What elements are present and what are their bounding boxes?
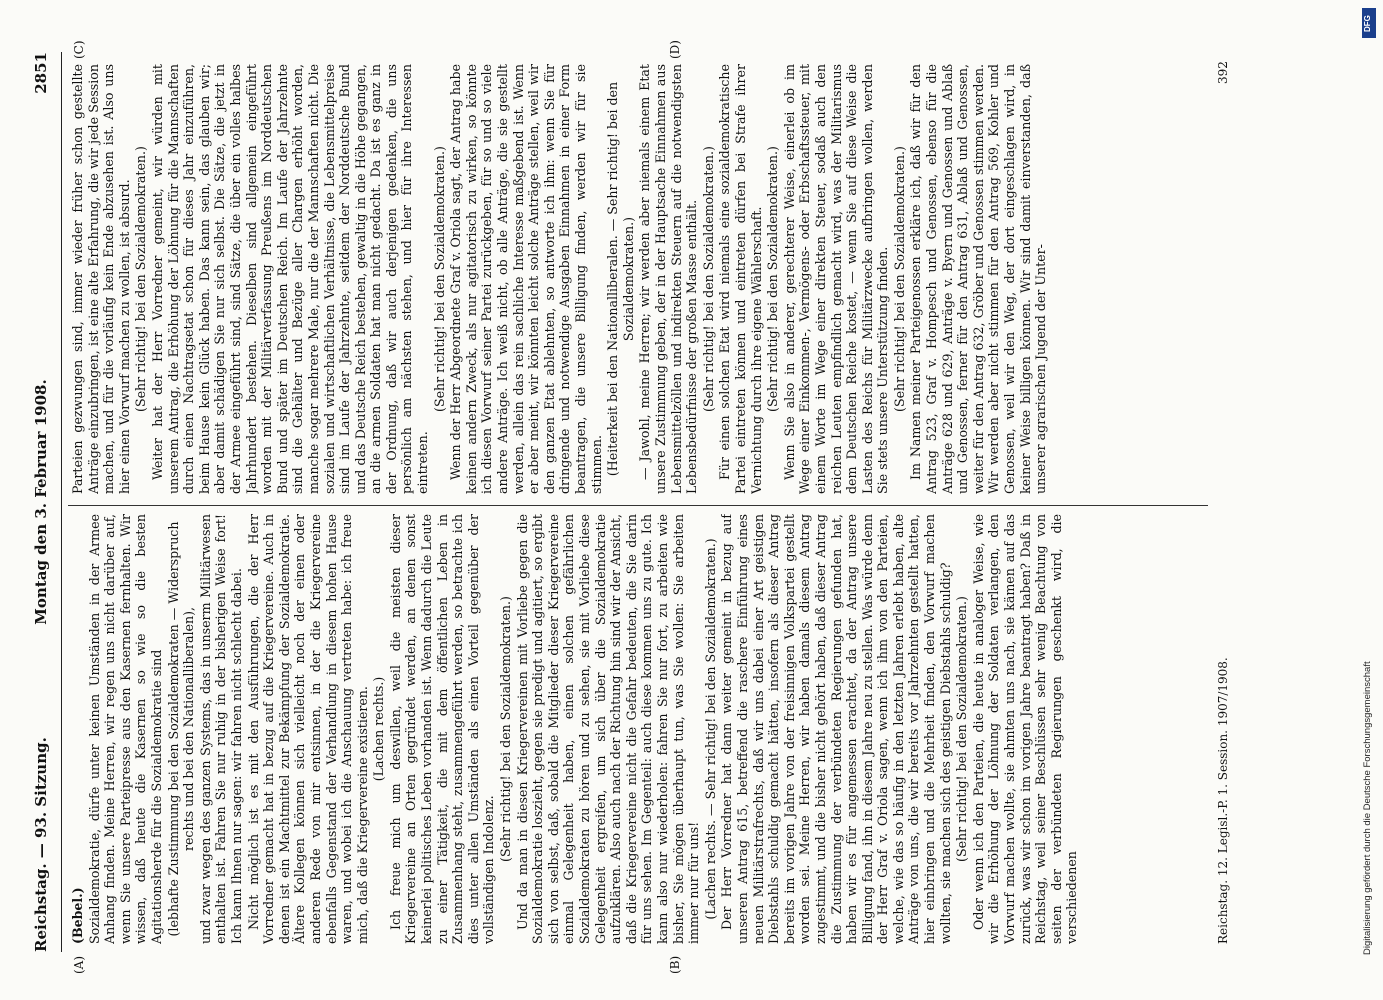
header-date: Montag den 3. Februar 1908. xyxy=(32,379,50,625)
interjection: (Lachen rechts.) xyxy=(371,676,387,782)
interjection: (Sehr richtig! bei den Sozialdemokraten.) xyxy=(891,146,907,412)
running-header xyxy=(32,52,62,952)
paragraph: — Jawohl, meine Herren; wir werden aber niemals einem Etat unsere Zustimmung geben, der in der Hauptsache Einnahmen aus Lebensmittelzöllen und indirekten Steuern auf die notwendigsten Lebensbedürfnisse der großen Masse enthält. xyxy=(637,64,700,494)
header-session: Reichstag. — 93. Sitzung. xyxy=(32,737,50,952)
interjection: (Heiterkeit bei den Nationalliberalen. — Sehr richtig! bei den Sozialdemokraten.) xyxy=(605,81,636,477)
footer-legislature: Reichstag. 12. Legisl.-P. 1. Session. 1907/1908. xyxy=(1216,657,1230,944)
right-column xyxy=(70,64,1210,494)
dfg-logo-text: DFG xyxy=(1363,15,1372,32)
interjection: (Sehr richtig! bei den Sozialdemokraten.) xyxy=(954,596,970,862)
paragraph: und zwar wegen des ganzen Systems, das in unserm Militärwesen enthalten ist. Fahren Sie nur ruhig in der bisherigen Weise fort! Ich kann Ihnen nur sagen: wir fahren nicht schlecht dabei. xyxy=(197,514,244,944)
margin-marker-a: (A) xyxy=(72,955,86,974)
speaker-name: (Bebel.) xyxy=(70,887,85,944)
paragraph: Ich freue mich um deswillen, weil die meisten dieser Kriegervereine an Orten gegründet werden, an denen sonst keinerlei politisches Leben vorhanden ist. Wenn dadurch die Leute zu einer Tätigkeit, die mit dem öffentlichen Leben in Zusammenhang steht, zusammengeführt werden, so betrachte ich dies unter allen Umständen als einen Vorteil gegenüber der vollständigen Indolenz. xyxy=(387,514,497,944)
paragraph: Nicht möglich ist es mit den Ausführungen, die der Herr Vorredner gemacht hat in bezug auf die Kriegervereine. Auch in denen ist ein Machtmittel zur Bekämpfung der Sozialdemokratie. Ältere Kollegen können sich vielleicht noch der einen oder anderen Rede von mir entsinnen, in der die Kriegervereine ebenfalls Gegenstand der Verhandlung in diesem hohen Hause waren, und wobei ich die Anschauung vertreten habe: ich freue mich, daß die Kriegervereine existieren. xyxy=(245,514,370,944)
margin-marker-b: (B) xyxy=(668,955,682,974)
paragraph: Parteien gezwungen sind, immer wieder früher schon gestellte Anträge einzubringen, ist eine alte Erfahrung, die wir jede Session machen, und für die vorläufig kein Ende abzusehen ist. Also uns hier einen Vorwurf machen zu wollen, ist absurd. xyxy=(70,64,132,494)
paragraph: Der Herr Vorredner hat dann weiter gemeint in bezug auf unseren Antrag 615, betreffend die raschere Einführung eines neuen Militärstrafrechts, daß wir uns dabei einer Art geistigen Diebstahls schuldig gemacht hätten, insofern als dieser Antrag bereits im vorigen Jahre von der freisinnigen Volkspartei gestellt worden sei. Meine Herren, wir haben damals diesem Antrag zugestimmt, und die bisher nicht gehört haben, daß dieser Antrag die Zustimmung der verbündeten Regierungen gefunden hat, haben wir es für angemessen erachtet, da der Antrag unsere Billigung fand, ihn in diesem Jahre neu zu stellen. Was würde denn der Herr Graf v. Oriola sagen, wenn ich ihm von den Parteien, welche, wie das so häufig in den letzten Jahren erlebt haben, alte Anträge von uns, die wir bereits vor Jahrzehnten gestellt hatten, hier einbringen und die Mehrheit finden, den Vorwurf machen wollten, sie machen sich des geistigen Diebstahls schuldig? xyxy=(719,514,953,944)
digitization-attribution: Digitalisierung gefördert durch die Deutsche Forschungsgemeinschaft xyxy=(1362,661,1373,955)
interjection: (lebhafte Zustimmung bei den Sozialdemokraten — Widerspruch rechts und bei den Nationalliberalen), xyxy=(165,521,197,937)
paragraph: Sozialdemokratie, dürfe unter keinen Umständen in der Armee Anhang finden. Meine Herren, wir regen uns nicht darüber auf, wenn Sie unsere Parteipresse aus den Kasernen fernhalten. Wir wissen, daß heute die Kasernen so wie so die besten Agitationsherde für die Sozialdemokratie sind xyxy=(86,514,164,944)
column-divider xyxy=(68,505,1208,506)
interjection: (Sehr richtig! bei den Sozialdemokraten.) xyxy=(498,596,514,862)
page-footer xyxy=(1216,61,1230,944)
header-page-number: 2851 xyxy=(32,52,50,94)
paragraph: Für einen solchen Etat wird niemals eine sozialdemokratische Partei eintreten können und eintreten dürfen bei Strafe ihrer Vernichtung durch ihre eigene Wählerschaft. xyxy=(717,64,764,494)
interjection: (Sehr richtig! bei den Sozialdemokraten.) xyxy=(700,146,716,412)
interjection: (Sehr richtig! bei den Sozialdemokraten.) xyxy=(765,146,781,412)
paragraph: Weiter hat der Herr Vorredner gemeint, wir würden mit unserem Antrag, die Erhöhung der Löhnung für die Mannschaften durch einen Nachtragsetat schon für dieses Jahr einzuführen, beim Hause kein Glück haben. Das kann sein, das glauben wir; aber damit schädigen Sie nur sich selbst. Die Sätze, die jetzt in der Armee eingeführt sind, sind Sätze, die über ein volles halbes Jahrhundert bestehen. Dieselben sind allgemein eingeführt worden mit der Militärverfassung Preußens im Norddeutschen Bund und später im Deutschen Reich. Im Laufe der Jahrzehnte sind die Gehälter und Bezüge aller Chargen erhöht worden, manche sogar mehrere Male, nur die der Mannschaften nicht. Die sozialen und wirtschaftlichen Verhältnisse, die Lebensmittelpreise sind im Laufe der Jahrzehnte, seitdem der Norddeutsche Bund und das Deutsche Reich bestehen, gewaltig in die Höhe gegangen, an die armen Soldaten hat man nicht gedacht. Da ist es ganz in der Ordnung, daß wir auch derjenigen gedenken, die uns persönlich am nächsten stehen, und hier für ihre Interessen eintreten. xyxy=(149,64,431,494)
left-column xyxy=(70,514,1210,944)
margin-marker-c: (C) xyxy=(72,40,86,59)
dfg-logo xyxy=(1362,8,1376,38)
paragraph: Oder wenn ich den Parteien, die heute in analoger Weise, wie wir die Erhöhung der Löhnung der Soldaten verlangen, den Vorwurf machen wollte, sie ahmten uns nach, sie kämen auf das zurück, was wir schon im vorigen Jahre beantragt haben? Daß in Reichstag, weil seiner Beschlüssen sehr wenig Beachtung von seiten der verbündeten Regierungen geschenkt wird, die verschiedenen xyxy=(970,514,1080,944)
interjection: (Lachen rechts. — Sehr richtig! bei den Sozialdemokraten.) xyxy=(702,538,718,920)
header-rule xyxy=(61,52,62,952)
paragraph: Wenn der Herr Abgeordnete Graf v. Oriola sagt, der Antrag habe keinen andern Zweck, als nur agitatorisch zu wirken, so könnte ich diesen Vorwurf seiner Partei zurückgeben, für so und so viele andere Anträge. Ich weiß nicht, ob alle Anträge, die sie gestellt werden, allein das rein sachliche Interesse maßgebend ist. Wenn er aber meint, wir könnten leicht solche Anträge stellen, weil wir den ganzen Etat ablehnten, so antworte ich ihm: wenn Sie für dringende und notwendige Ausgaben Einnahmen in einer Form beantragen, die unsere Billigung finden, werden wir für sie stimmen. xyxy=(448,64,604,494)
paragraph: Und da man in diesen Kriegervereinen mit Vorliebe gegen die Sozialdemokratie loszieht, gegen sie predigt und agitiert, so ergibt sich von selbst, daß, sobald die Mitglieder dieser Kriegervereine einmal Gelegenheit haben, einen solchen gefährlichen Sozialdemokraten zu hören und zu sehen, sie mit Vorliebe diese Gelegenheit ergreifen, um sich über die Sozialdemokratie aufzuklären. Also auch nach der Richtung hin sind wir der Ansicht, daß die Kriegervereine nicht die Gefahr bedeuten, die Sie darin für uns sehen. Im Gegenteil: auch diese kommen uns zu gute. Ich kann also nur wiederholen: fahren Sie nur fort, zu arbeiten wie bisher, Sie mögen überhaupt tun, was Sie wollen: Sie arbeiten immer nur für uns! xyxy=(514,514,702,944)
footer-page-number: 392 xyxy=(1216,61,1230,84)
rotated-sheet xyxy=(28,40,1278,974)
paragraph: Wenn Sie also in anderer, gerechterer Weise, einerlei ob im Wege einer Einkommen-, Vermögens- oder Erbschaftssteuer, mit einem Worte im Wege einer direkten Steuer, sodaß auch den reichen Leuten empfindlich gemacht wird, was der Militarismus dem Deutschen Reiche kostet, — wenn Sie auf diese Weise die Lasten des Reichs für Militärzwecke aufbringen wollen, werden Sie stets unsere Unterstützung finden. xyxy=(781,64,891,494)
margin-marker-d: (D) xyxy=(668,40,682,59)
paragraph: Im Namen meiner Parteigenossen erkläre ich, daß wir für den Antrag 523, Graf v. Hompesch und Genossen, ebenso für die Anträge 628 und 629, Anträge v. Byern und Genossen und Ablaß und Genossen, ferner für den Antrag 631, Ablaß und Genossen, weiter für den Antrag 632, Gröber und Genossen stimmen werden. Wir werden aber nicht stimmen für den Antrag 569, Kohler und Genossen, weil wir den Weg, der dort eingeschlagen wird, in keiner Weise billigen können. Wir sind damit einverstanden, daß unserer agrarischen Jugend der Unter- xyxy=(908,64,1049,494)
interjection: (Sehr richtig! bei den Sozialdemokraten.) xyxy=(133,146,149,412)
interjection: (Sehr richtig! bei den Sozialdemokraten.) xyxy=(431,146,447,412)
